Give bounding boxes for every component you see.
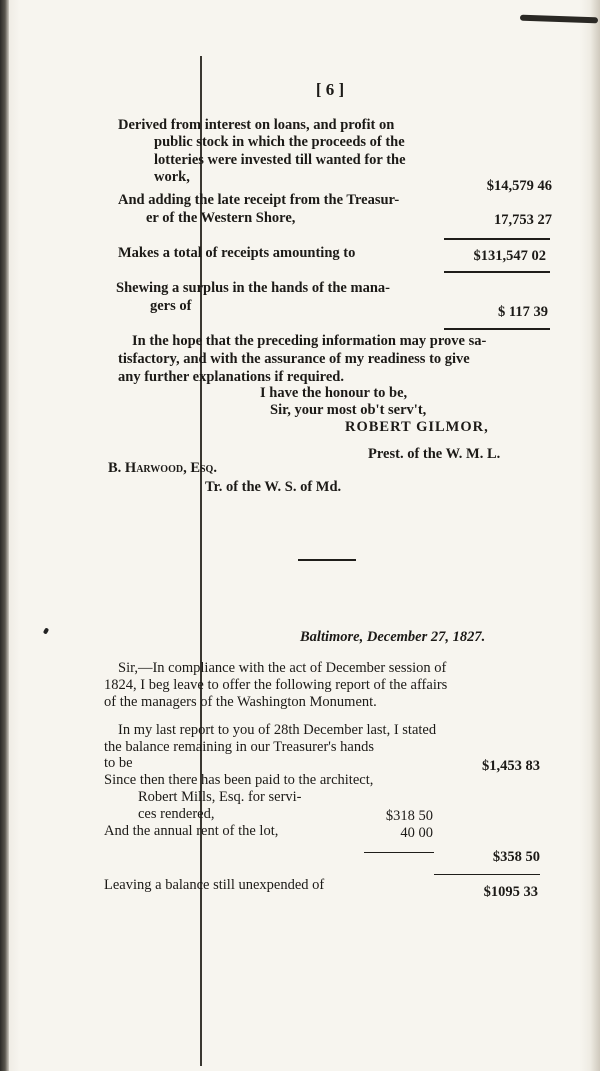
section-divider bbox=[298, 559, 356, 561]
treasurer-amount: 17,753 27 bbox=[494, 212, 552, 228]
adding-line-1: And adding the late receipt from the Treasur- bbox=[118, 192, 400, 208]
paid-total: $358 50 bbox=[492, 849, 540, 865]
servant-line: Sir, your most ob't serv't, bbox=[270, 402, 427, 418]
since-line-2: Robert Mills, Esq. for servi- bbox=[138, 789, 302, 805]
page-binding-edge bbox=[0, 0, 9, 1071]
balance-rule bbox=[434, 874, 540, 875]
surplus-line-2: gers of bbox=[150, 298, 192, 314]
derived-line-2: public stock in which the proceeds of the bbox=[154, 134, 405, 150]
opening-line-2: 1824, I beg leave to offer the following report of the affairs bbox=[104, 677, 448, 693]
report-line-3: to be bbox=[104, 755, 133, 771]
derived-line-3: lotteries were invested till wanted for the bbox=[154, 152, 406, 168]
rent-amount: 40 00 bbox=[400, 825, 433, 841]
architect-amount: $318 50 bbox=[385, 808, 433, 824]
closing-line-2: tisfactory, and with the assurance of my readiness to give bbox=[118, 351, 470, 367]
addressee-name: B. Harwood, Esq. bbox=[108, 460, 217, 476]
ink-smudge bbox=[520, 15, 598, 24]
since-line-3: ces rendered, bbox=[138, 806, 215, 822]
surplus-amount: $ 117 39 bbox=[498, 304, 548, 320]
leaving-label: Leaving a balance still unexpended of bbox=[104, 877, 325, 893]
dateline: Baltimore, December 27, 1827. bbox=[300, 629, 486, 645]
adding-line-2: er of the Western Shore, bbox=[146, 210, 296, 226]
derived-line-1: Derived from interest on loans, and profit on bbox=[118, 117, 395, 133]
ink-mark bbox=[43, 627, 49, 634]
paid-rule bbox=[364, 852, 434, 853]
page-right-edge bbox=[590, 0, 600, 1071]
addressee-title: Tr. of the W. S. of Md. bbox=[205, 479, 342, 495]
report-line-1: In my last report to you of 28th December last, I stated bbox=[118, 722, 437, 738]
derived-line-4: work, bbox=[154, 169, 190, 185]
interest-amount: $14,579 46 bbox=[486, 178, 552, 194]
report-line-2: the balance remaining in our Treasurer's hands bbox=[104, 739, 374, 755]
total-label: Makes a total of receipts amounting to bbox=[118, 245, 356, 261]
closing-line-3: any further explanations if required. bbox=[118, 369, 344, 385]
honour-line: I have the honour to be, bbox=[260, 385, 408, 401]
rent-label: And the annual rent of the lot, bbox=[104, 823, 279, 839]
signature: ROBERT GILMOR, bbox=[345, 419, 489, 435]
sum-rule-3 bbox=[444, 328, 550, 330]
sum-rule-1 bbox=[444, 238, 550, 240]
page-number: [ 6 ] bbox=[315, 80, 345, 99]
leaving-amount: $1095 33 bbox=[483, 884, 538, 900]
closing-line-1: In the hope that the preceding information may prove sa- bbox=[132, 333, 487, 349]
balance-amount: $1,453 83 bbox=[482, 758, 540, 774]
surplus-line-1: Shewing a surplus in the hands of the mana- bbox=[116, 280, 390, 296]
total-amount: $131,547 02 bbox=[473, 248, 546, 264]
sum-rule-2 bbox=[444, 271, 550, 273]
since-line-1: Since then there has been paid to the architect, bbox=[104, 772, 374, 788]
opening-line-3: of the managers of the Washington Monument. bbox=[104, 694, 377, 710]
signatory-title: Prest. of the W. M. L. bbox=[368, 446, 501, 462]
opening-line-1: Sir,—In compliance with the act of December session of bbox=[118, 660, 447, 676]
